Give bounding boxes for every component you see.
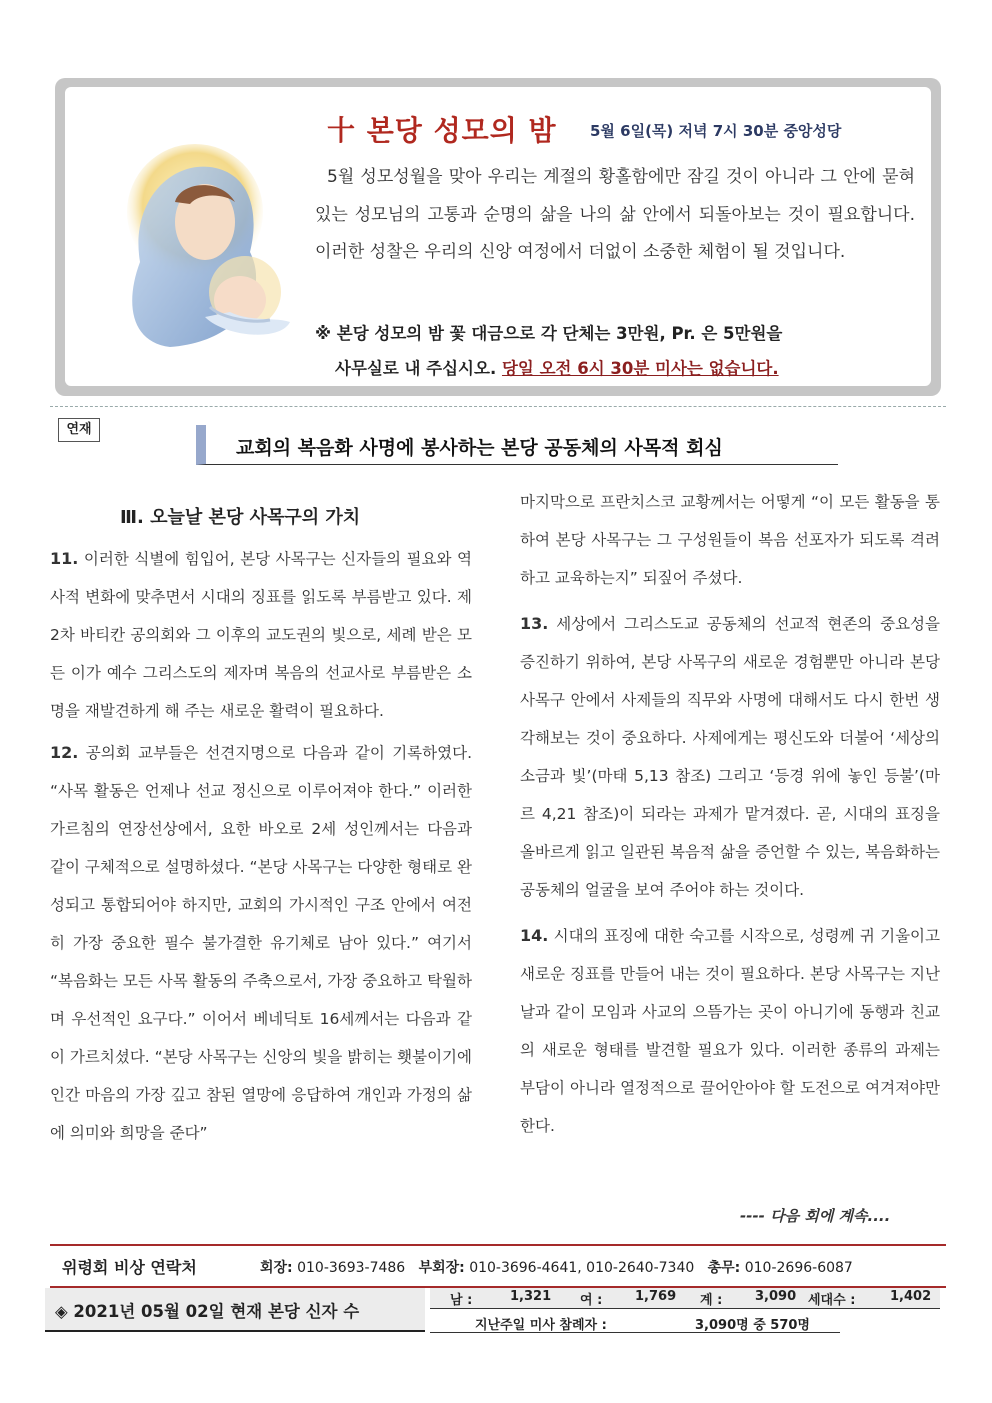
notice-fee-text: 사무실로 내 주십시오. bbox=[335, 359, 497, 378]
notice-fee-line2 bbox=[335, 352, 779, 386]
paragraph-13 bbox=[520, 605, 940, 909]
paragraph-number: 12. bbox=[50, 743, 79, 762]
article-title-box bbox=[196, 425, 838, 465]
census-stats bbox=[430, 1288, 940, 1309]
paragraph-number: 13. bbox=[520, 614, 549, 633]
households-count: 1,402 bbox=[890, 1289, 932, 1304]
notice-title-row bbox=[327, 109, 557, 149]
female-count: 1,769 bbox=[635, 1289, 677, 1304]
male-count: 1,321 bbox=[510, 1289, 552, 1304]
series-tag: 연재 bbox=[58, 418, 100, 442]
chair-label: 회장: bbox=[260, 1260, 293, 1276]
section-divider bbox=[50, 406, 946, 407]
paragraph-number: 11. bbox=[50, 549, 79, 568]
notice-body-text: 5월 성모성월을 맞아 우리는 계절의 황홀함에만 잠길 것이 아니라 그 안에 묻혀 있는 성모님의 고통과 순명의 삶을 나의 삶 안에서 되돌아보는 것이 필요합니다. 이러한 성찰은 우리의 신앙 여정에서 더없이 소중한 체험이 될 것입니다. bbox=[315, 167, 915, 262]
to-be-continued: ---- 다음 회에 계속.... bbox=[740, 1207, 891, 1225]
madonna-illustration bbox=[110, 142, 300, 352]
total-label: 계 : bbox=[700, 1293, 723, 1308]
census-label: ◈ 2021년 05월 02일 현재 본당 신자 수 bbox=[55, 1302, 360, 1321]
paragraph-text: 공의회 교부들은 선견지명으로 다음과 같이 기록하였다. “사목 활동은 언제나 선교 정신으로 이루어져야 한다.” 이러한 가르침의 연장선상에서, 요한 바오로 2세 성인께서는 다음과 같이 구체적으로 설명하셨다. “본당 사목구는 다양한 형태로 완성되고 통합되어야 하지만, 교회의 가시적인 구조 안에서 여전히 가장 중요한 필수 불가결한 유기체로 남아 있다.” 여기서 “복음화는 모든 사목 활동의 주축으로서, 가장 중요하고 탁월하며 우선적인 요구다.” 이어서 베네딕토 16세께서는 다음과 같이 가르치셨다. “본당 사목구는 신앙의 빛을 밝히는 횃불이기에 인간 마음의 가장 깊고 참된 열망에 응답하여 개인과 가정의 삶에 의미와 희망을 준다” bbox=[50, 744, 472, 1142]
section-title: Ⅲ. 오늘날 본당 사목구의 가치 bbox=[120, 507, 361, 528]
article-right-column bbox=[520, 483, 940, 1145]
notice-box bbox=[55, 78, 941, 396]
attendance-label: 지난주일 미사 참례자 : bbox=[475, 1318, 607, 1333]
notice-mass-cancel: 당일 오전 6시 30분 미사는 없습니다. bbox=[501, 359, 779, 378]
notice-date: 5월 6일(목) 저녁 7시 30분 중앙성당 bbox=[590, 122, 842, 140]
secretary-phone: 010-2696-6087 bbox=[744, 1260, 853, 1276]
paragraph-text: 세상에서 그리스도교 공동체의 선교적 현존의 중요성을 증진하기 위하여, 본당 사목구의 새로운 경험뿐만 아니라 본당 사목구 안에서 사제들의 직무와 사명에 대해서도 다시 한번 생각해보는 것이 중요하다. 사제에게는 평신도와 더불어 ‘세상의 소금과 빛’(마태 5,13 참조) 그리고 ‘등경 위에 놓인 등불’(마르 4,21 참조)이 되라는 과제가 맡겨졌다. 곧, 시대의 표징을 올바르게 읽고 일관된 복음적 삶을 증언할 수 있는, 복음화하는 공동체의 얼굴을 보여 주어야 하는 것이다. bbox=[520, 615, 940, 899]
secretary-label: 총무: bbox=[707, 1260, 741, 1276]
notice-title: 十 본당 성모의 밤 bbox=[327, 114, 557, 147]
article-left-column bbox=[50, 540, 472, 1152]
total-count: 3,090 bbox=[755, 1289, 797, 1304]
paragraph-12-continued: 마지막으로 프란치스코 교황께서는 어떻게 “이 모든 활동을 통하여 본당 사목구는 그 구성원들이 복음 선포자가 되도록 격려하고 교육하는지” 되짚어 주셨다. bbox=[520, 493, 940, 587]
mass-attendance bbox=[430, 1312, 840, 1333]
census-label-box bbox=[45, 1288, 425, 1332]
attendance-value: 3,090명 중 570명 bbox=[695, 1318, 810, 1333]
female-label: 여 : bbox=[580, 1293, 603, 1308]
paragraph-number: 14. bbox=[520, 926, 549, 945]
paragraph-text: 이러한 식별에 힘입어, 본당 사목구는 신자들의 필요와 역사적 변화에 맞추면서 시대의 징표를 읽도록 부름받고 있다. 제2차 바티칸 공의회와 그 이후의 교도권의 빛으로, 세례 받은 모든 이가 예수 그리스도의 제자며 복음의 선교사로 부름받은 소명을 재발견하게 해 주는 새로운 활력이 필요하다. bbox=[50, 550, 472, 720]
vice-label: 부회장: bbox=[418, 1260, 465, 1276]
emergency-contact-bar bbox=[50, 1244, 946, 1288]
paragraph-14 bbox=[520, 917, 940, 1145]
contact-info bbox=[260, 1257, 853, 1277]
article-title: 교회의 복음화 사명에 봉사하는 본당 공동체의 사목적 회심 bbox=[236, 437, 723, 459]
notice-fee: ※ 본당 성모의 밤 꽃 대금으로 각 단체는 3만원, Pr. 은 5만원을 bbox=[315, 324, 783, 343]
vice-phone: 010-3696-4641, 010-2640-7340 bbox=[469, 1260, 695, 1276]
paragraph-12 bbox=[50, 734, 472, 1152]
households-label: 세대수 : bbox=[808, 1293, 856, 1308]
chair-phone: 010-3693-7486 bbox=[297, 1260, 406, 1276]
paragraph-11 bbox=[50, 540, 472, 730]
notice-body bbox=[315, 159, 915, 272]
contact-heading: 위령회 비상 연락처 bbox=[62, 1258, 197, 1277]
male-label: 남 : bbox=[450, 1293, 473, 1308]
paragraph-text: 시대의 표징에 대한 숙고를 시작으로, 성령께 귀 기울이고 새로운 징표를 만들어 내는 것이 필요하다. 본당 사목구는 지난날과 같이 모임과 사교의 으뜸가는 곳이 아니기에 동행과 친교의 새로운 형태를 발견할 필요가 있다. 이러한 종류의 과제는 부담이 아니라 열정적으로 끌어안아야 할 도전으로 여겨져야만 한다. bbox=[520, 927, 940, 1135]
notice-box-inner bbox=[65, 87, 931, 386]
